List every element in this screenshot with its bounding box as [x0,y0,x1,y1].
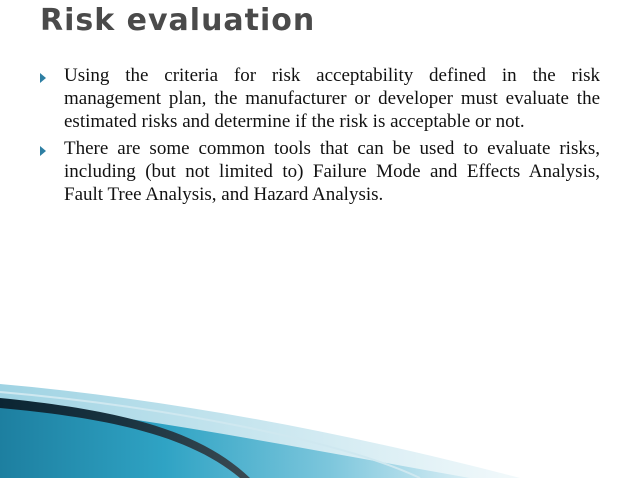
bullet-item [40,64,600,133]
bullet-text: There are some common tools that can be used to evaluate risks, including (but not limited to) Failure Mode and Effects Analysis, Fault Tree Analysis, and Hazard Analysis. [64,138,600,205]
bullet-text: Using the criteria for risk acceptability defined in the risk management plan, the manufacturer or developer must evaluate the estimated risks and determine if the risk is acceptable or not. [64,65,600,132]
bullet-item [40,137,600,206]
bullet-arrow-icon [40,146,46,156]
bullet-arrow-icon [40,73,46,83]
decorative-swoosh [0,378,638,478]
slide-title: Risk evaluation [40,3,316,38]
bullet-list [40,64,600,210]
